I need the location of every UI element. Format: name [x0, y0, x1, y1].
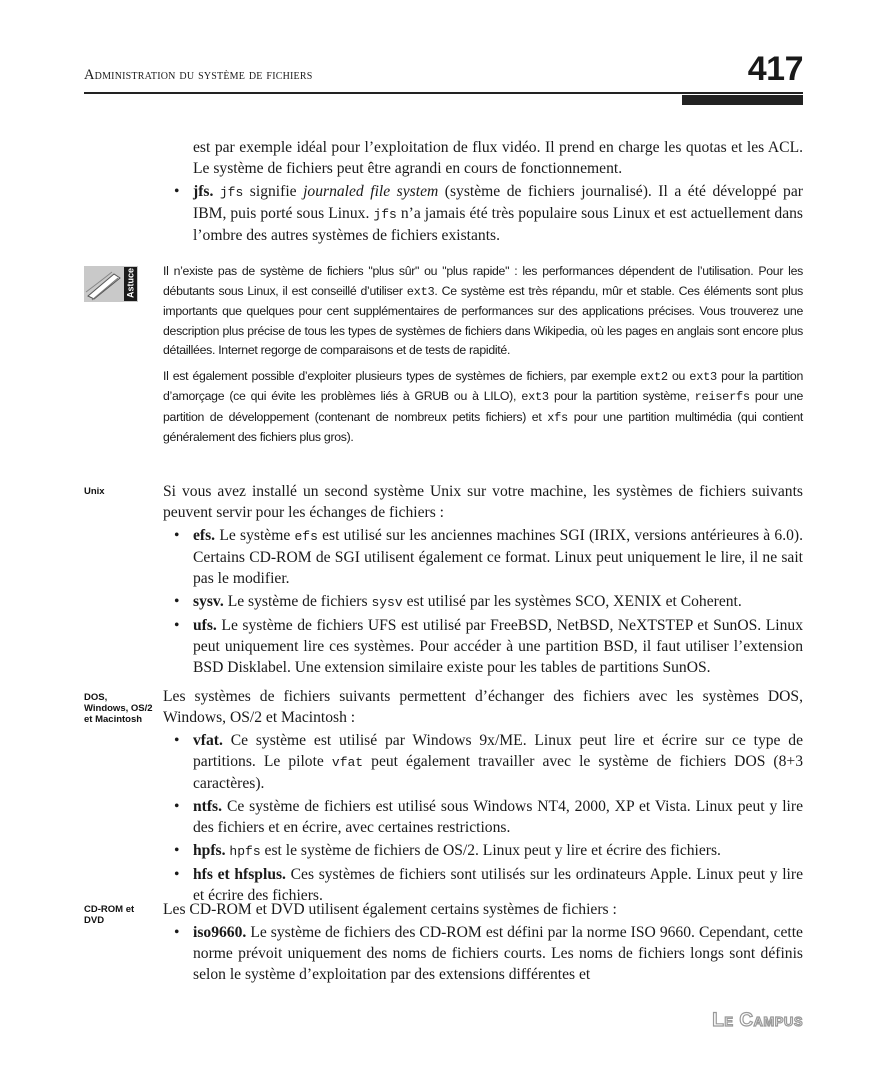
list-item-jfs	[163, 181, 803, 246]
code-ext2: ext2	[640, 369, 668, 384]
cdrom-intro: Les CD-ROM et DVD utilisent également certains systèmes de fichiers :	[163, 901, 617, 918]
code-efs: efs	[294, 529, 318, 544]
term-iso9660: iso9660.	[193, 924, 247, 941]
section-dos	[163, 686, 803, 908]
section-cdrom	[163, 899, 803, 987]
header-rule	[84, 92, 803, 94]
item-text: Le système de fichiers	[227, 593, 368, 610]
item-text: Ces systèmes de fichiers sont utilisés sur les ordinateurs Apple. Linux peut y lire et écrire des fichiers.	[193, 866, 803, 904]
list-item-sysv	[163, 591, 803, 613]
list-item-iso9660	[163, 922, 803, 985]
list-item-ntfs	[163, 796, 803, 838]
astuce-label: Astuce	[125, 267, 136, 298]
code-vfat: vfat	[331, 755, 364, 770]
item-text: peut également travailler avec le système de fichiers DOS (8+3 caractères).	[193, 753, 803, 792]
item-text: Le système de fichiers UFS est utilisé par FreeBSD, NetBSD, NeXTSTEP et SunOS. Linux peut uniquement lire ces systèmes. Pour accéder à une partition BSD, il faut utiliser l’extension BSD Disklabel. Une extension similaire existe pour les tables de partitions SunOS.	[193, 617, 803, 676]
term-ufs: ufs.	[193, 617, 217, 634]
tip-text: pour la partition système,	[553, 389, 690, 403]
term-jfs: jfs.	[193, 183, 214, 200]
margin-note-dos: DOS, Windows, OS/2 et Macintosh	[84, 692, 153, 725]
running-header-title: Administration du système de fichiers	[84, 67, 313, 83]
code-jfs: jfs	[219, 185, 244, 200]
code-hpfs: hpfs	[229, 844, 261, 859]
item-text: Le système de fichiers des CD-ROM est défini par la norme ISO 9660. Cependant, cette norme prévoit uniquement des noms de fichiers courts. Les noms de fichiers longs sont définis selon le système d’exploitation par des extensions différentes et	[193, 924, 803, 983]
tip-text: pour la partition d’amorçage (ce qui évite les problèmes liés à GRUB ou à LILO),	[163, 368, 804, 403]
term-hfs: hfs et hfsplus.	[193, 866, 286, 883]
term-ntfs: ntfs.	[193, 798, 223, 815]
code-sysv: sysv	[371, 595, 403, 610]
code-reiserfs: reiserfs	[694, 390, 750, 404]
italic-jfs: journaled file system	[303, 183, 439, 200]
term-hpfs: hpfs.	[193, 842, 226, 859]
code-jfs-2: jfs	[373, 207, 397, 222]
cdrom-list	[163, 922, 803, 985]
list-item-vfat	[163, 730, 803, 794]
unix-list	[163, 525, 803, 678]
code-ext3: ext3	[406, 284, 435, 299]
tip-text: Il n’existe pas de système de fichiers "plus sûr" ou "plus rapide" : les performances dépendent de l’utilisation. Pour les débutants sous Linux, il est conseillé d’utiliser	[163, 264, 803, 298]
margin-note-unix: Unix	[84, 486, 105, 497]
item-text: Le système	[219, 527, 291, 544]
tip-text: Il est également possible d’exploiter plusieurs types de systèmes de fichiers, par exemple	[163, 368, 636, 383]
body-top	[163, 137, 803, 248]
item-text: Ce système de fichiers est utilisé sous Windows NT4, 2000, XP et Vista. Linux peut y lire des fichiers et en écrire, avec certaines restrictions.	[193, 798, 804, 836]
item-text: Ce système est utilisé par Windows 9x/ME. Linux peut lire et écrire sur ce type de partitions. Le pilote	[193, 732, 804, 770]
item-text: est le système de fichiers de OS/2. Linux peut y lire et écrire des fichiers.	[264, 842, 721, 859]
list-item-hpfs	[163, 840, 803, 862]
tip-paragraph-1	[163, 262, 803, 361]
section-unix	[163, 481, 803, 680]
tip-text: ou	[671, 368, 686, 383]
term-vfat: vfat.	[193, 732, 223, 749]
tip-text: pour une partition multimédia (qui contient généralement des fichiers plus gros).	[163, 409, 803, 444]
unix-intro: Si vous avez installé un second système Unix sur votre machine, les systèmes de fichiers suivants peuvent servir pour les échanges de fichiers :	[163, 483, 803, 521]
header-bar	[682, 95, 803, 105]
page-number: 417	[747, 50, 803, 88]
item-text: est utilisé sur les anciennes machines SGI (IRIX, versions antérieures à 6.0). Certains CD-ROM de SGI utilisent également ce format. Linux peut uniquement le lire, il ne sait pas le modifier.	[193, 527, 803, 587]
margin-note-cdrom: CD-ROM et DVD	[84, 904, 135, 926]
text-jfs-1: signifie	[249, 183, 297, 200]
list-item-efs	[163, 525, 803, 589]
item-text: est utilisé par les systèmes SCO, XENIX et Coherent.	[406, 593, 742, 610]
publisher-logo: Le Campus	[712, 1010, 803, 1031]
tip-text: pour une partition de développement (contenant de nombreux petits fichiers) et	[163, 389, 804, 424]
jfs-list	[163, 181, 803, 246]
astuce-pen-icon	[84, 266, 138, 302]
tip-paragraph-2	[163, 367, 803, 448]
tip-text: . Ce système est très répandu, mûr et stable. Ces éléments sont plus importants que quelques pour cent supplémentaires de performances sur des applications précises. Vous trouverez une description plus précise de tous les types de systèmes de fichiers dans Wikipedia, où les pages en anglais sont encore plus détaillées. Internet regorge de comparaisons et de tests de rapidité.	[163, 283, 803, 357]
continuation-paragraph: est par exemple idéal pour l’exploitation de flux vidéo. Il prend en charge les quotas et les ACL. Le système de fichiers peut être agrandi en cours de fonctionnement.	[193, 139, 803, 177]
text-jfs-2: (système de fichiers journalisé). Il a été développé par IBM, puis porté sous Linux.	[193, 183, 803, 222]
tip-box	[163, 262, 803, 454]
code-xfs: xfs	[547, 410, 568, 425]
code-ext3: ext3	[521, 390, 549, 404]
code-ext3: ext3	[689, 369, 717, 384]
dos-intro: Les systèmes de fichiers suivants permettent d’échanger des fichiers avec les systèmes DOS, Windows, OS/2 et Macintosh :	[163, 688, 803, 726]
dos-list	[163, 730, 803, 906]
text-jfs-3: n’a jamais été très populaire sous Linux et est actuellement dans l’ombre des autres systèmes de fichiers existants.	[193, 205, 804, 244]
term-sysv: sysv.	[193, 593, 224, 610]
term-efs: efs.	[193, 527, 216, 544]
list-item-ufs	[163, 615, 803, 678]
